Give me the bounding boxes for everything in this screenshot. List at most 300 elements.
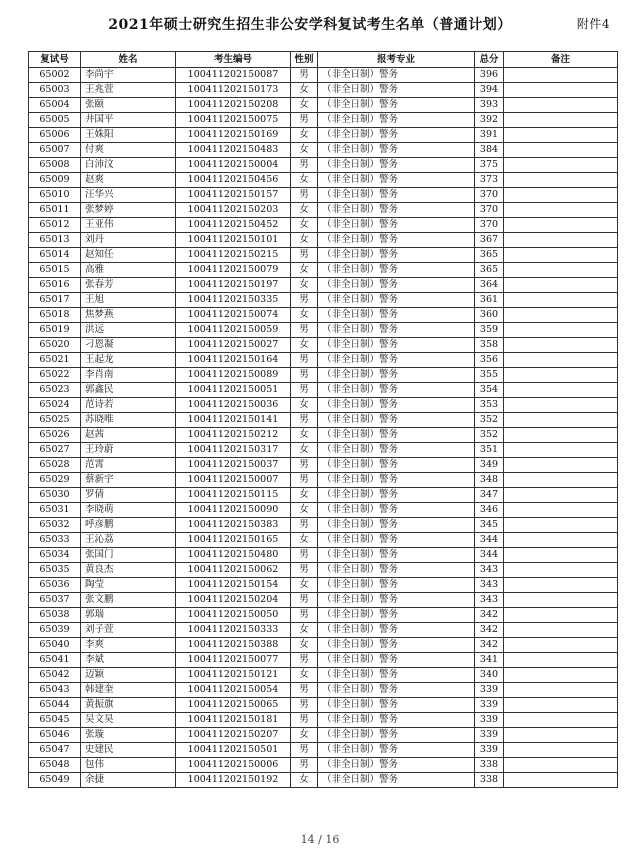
total-score-cell: 393 [475, 98, 504, 113]
table-row [29, 203, 618, 218]
candidate-id-cell: 100411202150051 [176, 383, 291, 398]
name-cell: 焦梦燕 [81, 308, 176, 323]
remarks-cell [504, 143, 618, 158]
major-cell: （非全日制）警务 [318, 158, 475, 173]
total-score-cell: 360 [475, 308, 504, 323]
table-row [29, 443, 618, 458]
name-cell: 黄良杰 [81, 563, 176, 578]
remarks-cell [504, 533, 618, 548]
name-cell: 汪华兴 [81, 188, 176, 203]
table-row [29, 233, 618, 248]
candidate-id-cell: 100411202150204 [176, 593, 291, 608]
table-row [29, 113, 618, 128]
name-cell: 王起龙 [81, 353, 176, 368]
total-score-cell: 370 [475, 218, 504, 233]
table-row [29, 383, 618, 398]
major-cell: （非全日制）警务 [318, 263, 475, 278]
table-row [29, 188, 618, 203]
major-cell: （非全日制）警务 [318, 113, 475, 128]
gender-cell: 男 [291, 593, 318, 608]
candidate-id-cell: 100411202150212 [176, 428, 291, 443]
major-cell: （非全日制）警务 [318, 473, 475, 488]
total-score-cell: 345 [475, 518, 504, 533]
retest-number-cell: 65043 [29, 683, 81, 698]
total-score-cell: 352 [475, 428, 504, 443]
retest-number-cell: 65010 [29, 188, 81, 203]
gender-cell: 女 [291, 233, 318, 248]
name-cell: 王沁荔 [81, 533, 176, 548]
name-cell: 范霄 [81, 458, 176, 473]
retest-number-cell: 65030 [29, 488, 81, 503]
name-cell: 吴文昊 [81, 713, 176, 728]
gender-cell: 男 [291, 458, 318, 473]
gender-cell: 女 [291, 98, 318, 113]
name-cell: 刁恩凝 [81, 338, 176, 353]
name-cell: 罗倩 [81, 488, 176, 503]
total-score-cell: 341 [475, 653, 504, 668]
major-cell: （非全日制）警务 [318, 653, 475, 668]
remarks-cell [504, 413, 618, 428]
retest-number-cell: 65021 [29, 353, 81, 368]
page-title: 2021年硕士研究生招生非公安学科复试考生名单（普通计划） [108, 17, 512, 33]
retest-number-cell: 65009 [29, 173, 81, 188]
remarks-cell [504, 128, 618, 143]
major-cell: （非全日制）警务 [318, 548, 475, 563]
candidate-id-cell: 100411202150154 [176, 578, 291, 593]
column-header: 考生编号 [176, 52, 291, 68]
candidate-id-cell: 100411202150079 [176, 263, 291, 278]
gender-cell: 男 [291, 113, 318, 128]
major-cell: （非全日制）警务 [318, 683, 475, 698]
major-cell: （非全日制）警务 [318, 308, 475, 323]
major-cell: （非全日制）警务 [318, 353, 475, 368]
total-score-cell: 352 [475, 413, 504, 428]
candidate-id-cell: 100411202150192 [176, 773, 291, 788]
total-score-cell: 339 [475, 713, 504, 728]
name-cell: 赵知任 [81, 248, 176, 263]
major-cell: （非全日制）警务 [318, 728, 475, 743]
retest-number-cell: 65003 [29, 83, 81, 98]
retest-number-cell: 65004 [29, 98, 81, 113]
major-cell: （非全日制）警务 [318, 638, 475, 653]
gender-cell: 男 [291, 323, 318, 338]
retest-number-cell: 65040 [29, 638, 81, 653]
remarks-cell [504, 83, 618, 98]
total-score-cell: 347 [475, 488, 504, 503]
remarks-cell [504, 608, 618, 623]
name-cell: 高雅 [81, 263, 176, 278]
major-cell: （非全日制）警务 [318, 338, 475, 353]
total-score-cell: 392 [475, 113, 504, 128]
retest-number-cell: 65007 [29, 143, 81, 158]
total-score-cell: 391 [475, 128, 504, 143]
total-score-cell: 349 [475, 458, 504, 473]
total-score-cell: 338 [475, 758, 504, 773]
retest-number-cell: 65024 [29, 398, 81, 413]
candidate-id-cell: 100411202150077 [176, 653, 291, 668]
gender-cell: 男 [291, 473, 318, 488]
name-cell: 呼彦鹏 [81, 518, 176, 533]
gender-cell: 女 [291, 263, 318, 278]
table-header-row [29, 52, 618, 68]
name-cell: 刘子萱 [81, 623, 176, 638]
candidate-id-cell: 100411202150101 [176, 233, 291, 248]
retest-number-cell: 65028 [29, 458, 81, 473]
remarks-cell [504, 638, 618, 653]
table-row [29, 143, 618, 158]
candidate-id-cell: 100411202150090 [176, 503, 291, 518]
candidate-id-cell: 100411202150036 [176, 398, 291, 413]
candidate-id-cell: 100411202150074 [176, 308, 291, 323]
major-cell: （非全日制）警务 [318, 578, 475, 593]
remarks-cell [504, 593, 618, 608]
table-row [29, 158, 618, 173]
major-cell: （非全日制）警务 [318, 203, 475, 218]
candidate-id-cell: 100411202150333 [176, 623, 291, 638]
name-cell: 王兆萱 [81, 83, 176, 98]
candidate-id-cell: 100411202150004 [176, 158, 291, 173]
document-title-bar [0, 14, 640, 36]
gender-cell: 男 [291, 563, 318, 578]
total-score-cell: 342 [475, 638, 504, 653]
gender-cell: 女 [291, 128, 318, 143]
candidate-id-cell: 100411202150050 [176, 608, 291, 623]
name-cell: 李斌 [81, 653, 176, 668]
table-row [29, 623, 618, 638]
total-score-cell: 342 [475, 608, 504, 623]
table-row [29, 293, 618, 308]
name-cell: 苏晓唯 [81, 413, 176, 428]
major-cell: （非全日制）警务 [318, 518, 475, 533]
total-score-cell: 343 [475, 578, 504, 593]
retest-number-cell: 65041 [29, 653, 81, 668]
candidate-table [28, 51, 618, 788]
retest-number-cell: 65022 [29, 368, 81, 383]
gender-cell: 女 [291, 308, 318, 323]
name-cell: 范诗若 [81, 398, 176, 413]
remarks-cell [504, 698, 618, 713]
total-score-cell: 359 [475, 323, 504, 338]
remarks-cell [504, 188, 618, 203]
total-score-cell: 354 [475, 383, 504, 398]
table-row [29, 473, 618, 488]
retest-number-cell: 65036 [29, 578, 81, 593]
gender-cell: 男 [291, 743, 318, 758]
retest-number-cell: 65035 [29, 563, 81, 578]
candidate-id-cell: 100411202150452 [176, 218, 291, 233]
table-row [29, 728, 618, 743]
remarks-cell [504, 503, 618, 518]
retest-number-cell: 65020 [29, 338, 81, 353]
gender-cell: 女 [291, 218, 318, 233]
remarks-cell [504, 443, 618, 458]
name-cell: 张春芳 [81, 278, 176, 293]
gender-cell: 女 [291, 638, 318, 653]
candidate-id-cell: 100411202150317 [176, 443, 291, 458]
retest-number-cell: 65026 [29, 428, 81, 443]
major-cell: （非全日制）警务 [318, 83, 475, 98]
retest-number-cell: 65023 [29, 383, 81, 398]
remarks-cell [504, 653, 618, 668]
table-body [29, 68, 618, 788]
gender-cell: 男 [291, 68, 318, 83]
total-score-cell: 344 [475, 533, 504, 548]
retest-number-cell: 65006 [29, 128, 81, 143]
major-cell: （非全日制）警务 [318, 713, 475, 728]
remarks-cell [504, 218, 618, 233]
name-cell: 郭鑫民 [81, 383, 176, 398]
retest-number-cell: 65049 [29, 773, 81, 788]
attachment-label: 附件4 [576, 17, 610, 31]
retest-number-cell: 65033 [29, 533, 81, 548]
major-cell: （非全日制）警务 [318, 188, 475, 203]
major-cell: （非全日制）警务 [318, 428, 475, 443]
retest-number-cell: 65044 [29, 698, 81, 713]
retest-number-cell: 65038 [29, 608, 81, 623]
table-row [29, 773, 618, 788]
name-cell: 包伟 [81, 758, 176, 773]
table-row [29, 698, 618, 713]
major-cell: （非全日制）警务 [318, 503, 475, 518]
total-score-cell: 344 [475, 548, 504, 563]
candidate-id-cell: 100411202150197 [176, 278, 291, 293]
total-score-cell: 394 [475, 83, 504, 98]
table-row [29, 278, 618, 293]
retest-number-cell: 65015 [29, 263, 81, 278]
major-cell: （非全日制）警务 [318, 248, 475, 263]
total-score-cell: 396 [475, 68, 504, 83]
table-row [29, 308, 618, 323]
gender-cell: 男 [291, 758, 318, 773]
remarks-cell [504, 728, 618, 743]
candidate-id-cell: 100411202150203 [176, 203, 291, 218]
retest-number-cell: 65042 [29, 668, 81, 683]
major-cell: （非全日制）警务 [318, 668, 475, 683]
retest-number-cell: 65002 [29, 68, 81, 83]
table-row [29, 218, 618, 233]
major-cell: （非全日制）警务 [318, 413, 475, 428]
remarks-cell [504, 278, 618, 293]
gender-cell: 男 [291, 698, 318, 713]
name-cell: 王玲蔚 [81, 443, 176, 458]
total-score-cell: 348 [475, 473, 504, 488]
retest-number-cell: 65005 [29, 113, 81, 128]
total-score-cell: 356 [475, 353, 504, 368]
table-row [29, 368, 618, 383]
major-cell: （非全日制）警务 [318, 698, 475, 713]
major-cell: （非全日制）警务 [318, 143, 475, 158]
name-cell: 史建民 [81, 743, 176, 758]
name-cell: 白沛汶 [81, 158, 176, 173]
remarks-cell [504, 338, 618, 353]
name-cell: 井国平 [81, 113, 176, 128]
remarks-cell [504, 548, 618, 563]
major-cell: （非全日制）警务 [318, 743, 475, 758]
retest-number-cell: 65019 [29, 323, 81, 338]
major-cell: （非全日制）警务 [318, 443, 475, 458]
candidate-id-cell: 100411202150165 [176, 533, 291, 548]
candidate-id-cell: 100411202150173 [176, 83, 291, 98]
gender-cell: 男 [291, 608, 318, 623]
table-row [29, 398, 618, 413]
total-score-cell: 365 [475, 248, 504, 263]
table-row [29, 68, 618, 83]
retest-number-cell: 65016 [29, 278, 81, 293]
total-score-cell: 365 [475, 263, 504, 278]
remarks-cell [504, 398, 618, 413]
name-cell: 黄振旗 [81, 698, 176, 713]
table-row [29, 683, 618, 698]
table-row [29, 593, 618, 608]
gender-cell: 男 [291, 293, 318, 308]
major-cell: （非全日制）警务 [318, 488, 475, 503]
total-score-cell: 339 [475, 698, 504, 713]
major-cell: （非全日制）警务 [318, 563, 475, 578]
gender-cell: 女 [291, 533, 318, 548]
remarks-cell [504, 98, 618, 113]
gender-cell: 男 [291, 548, 318, 563]
table-row [29, 128, 618, 143]
name-cell: 李爽 [81, 638, 176, 653]
column-header: 姓名 [81, 52, 176, 68]
total-score-cell: 384 [475, 143, 504, 158]
candidate-id-cell: 100411202150059 [176, 323, 291, 338]
remarks-cell [504, 623, 618, 638]
remarks-cell [504, 383, 618, 398]
name-cell: 王姝阳 [81, 128, 176, 143]
major-cell: （非全日制）警务 [318, 368, 475, 383]
table-row [29, 248, 618, 263]
retest-number-cell: 65045 [29, 713, 81, 728]
gender-cell: 女 [291, 398, 318, 413]
total-score-cell: 370 [475, 188, 504, 203]
name-cell: 王旭 [81, 293, 176, 308]
candidate-id-cell: 100411202150027 [176, 338, 291, 353]
table-row [29, 458, 618, 473]
gender-cell: 女 [291, 773, 318, 788]
name-cell: 王亚伟 [81, 218, 176, 233]
candidate-id-cell: 100411202150501 [176, 743, 291, 758]
candidate-id-cell: 100411202150007 [176, 473, 291, 488]
remarks-cell [504, 203, 618, 218]
total-score-cell: 343 [475, 593, 504, 608]
table-row [29, 653, 618, 668]
candidate-id-cell: 100411202150157 [176, 188, 291, 203]
retest-number-cell: 65011 [29, 203, 81, 218]
candidate-id-cell: 100411202150006 [176, 758, 291, 773]
total-score-cell: 355 [475, 368, 504, 383]
name-cell: 付爽 [81, 143, 176, 158]
name-cell: 李尚宇 [81, 68, 176, 83]
remarks-cell [504, 173, 618, 188]
gender-cell: 男 [291, 188, 318, 203]
name-cell: 张颐 [81, 98, 176, 113]
table-row [29, 338, 618, 353]
remarks-cell [504, 158, 618, 173]
major-cell: （非全日制）警务 [318, 233, 475, 248]
gender-cell: 女 [291, 278, 318, 293]
retest-number-cell: 65034 [29, 548, 81, 563]
gender-cell: 女 [291, 143, 318, 158]
candidate-id-cell: 100411202150335 [176, 293, 291, 308]
name-cell: 张文鹏 [81, 593, 176, 608]
remarks-cell [504, 323, 618, 338]
gender-cell: 男 [291, 353, 318, 368]
retest-number-cell: 65017 [29, 293, 81, 308]
major-cell: （非全日制）警务 [318, 323, 475, 338]
column-header: 总分 [475, 52, 504, 68]
table-row [29, 533, 618, 548]
retest-number-cell: 65032 [29, 518, 81, 533]
remarks-cell [504, 113, 618, 128]
retest-number-cell: 65012 [29, 218, 81, 233]
name-cell: 陶莹 [81, 578, 176, 593]
remarks-cell [504, 428, 618, 443]
retest-number-cell: 65008 [29, 158, 81, 173]
table-row [29, 503, 618, 518]
retest-number-cell: 65046 [29, 728, 81, 743]
remarks-cell [504, 668, 618, 683]
table-row [29, 488, 618, 503]
page-number: 14 / 16 [300, 833, 340, 846]
candidate-id-cell: 100411202150181 [176, 713, 291, 728]
retest-number-cell: 65029 [29, 473, 81, 488]
table-row [29, 428, 618, 443]
remarks-cell [504, 473, 618, 488]
retest-number-cell: 65025 [29, 413, 81, 428]
candidate-id-cell: 100411202150480 [176, 548, 291, 563]
name-cell: 赵茜 [81, 428, 176, 443]
major-cell: （非全日制）警务 [318, 128, 475, 143]
table-row [29, 518, 618, 533]
remarks-cell [504, 458, 618, 473]
gender-cell: 男 [291, 713, 318, 728]
candidate-id-cell: 100411202150087 [176, 68, 291, 83]
remarks-cell [504, 263, 618, 278]
remarks-cell [504, 773, 618, 788]
name-cell: 迈颖 [81, 668, 176, 683]
gender-cell: 女 [291, 443, 318, 458]
total-score-cell: 342 [475, 623, 504, 638]
remarks-cell [504, 353, 618, 368]
total-score-cell: 346 [475, 503, 504, 518]
major-cell: （非全日制）警务 [318, 458, 475, 473]
table-row [29, 98, 618, 113]
name-cell: 韩建奎 [81, 683, 176, 698]
gender-cell: 男 [291, 383, 318, 398]
table-row [29, 173, 618, 188]
total-score-cell: 351 [475, 443, 504, 458]
retest-number-cell: 65013 [29, 233, 81, 248]
total-score-cell: 338 [475, 773, 504, 788]
table-row [29, 263, 618, 278]
total-score-cell: 358 [475, 338, 504, 353]
table-row [29, 563, 618, 578]
remarks-cell [504, 293, 618, 308]
table-row [29, 353, 618, 368]
retest-number-cell: 65031 [29, 503, 81, 518]
candidate-id-cell: 100411202150037 [176, 458, 291, 473]
table-row [29, 743, 618, 758]
table-row [29, 668, 618, 683]
gender-cell: 男 [291, 413, 318, 428]
candidate-id-cell: 100411202150215 [176, 248, 291, 263]
name-cell: 郭瑞 [81, 608, 176, 623]
retest-number-cell: 65047 [29, 743, 81, 758]
candidate-id-cell: 100411202150388 [176, 638, 291, 653]
candidate-id-cell: 100411202150208 [176, 98, 291, 113]
remarks-cell [504, 713, 618, 728]
